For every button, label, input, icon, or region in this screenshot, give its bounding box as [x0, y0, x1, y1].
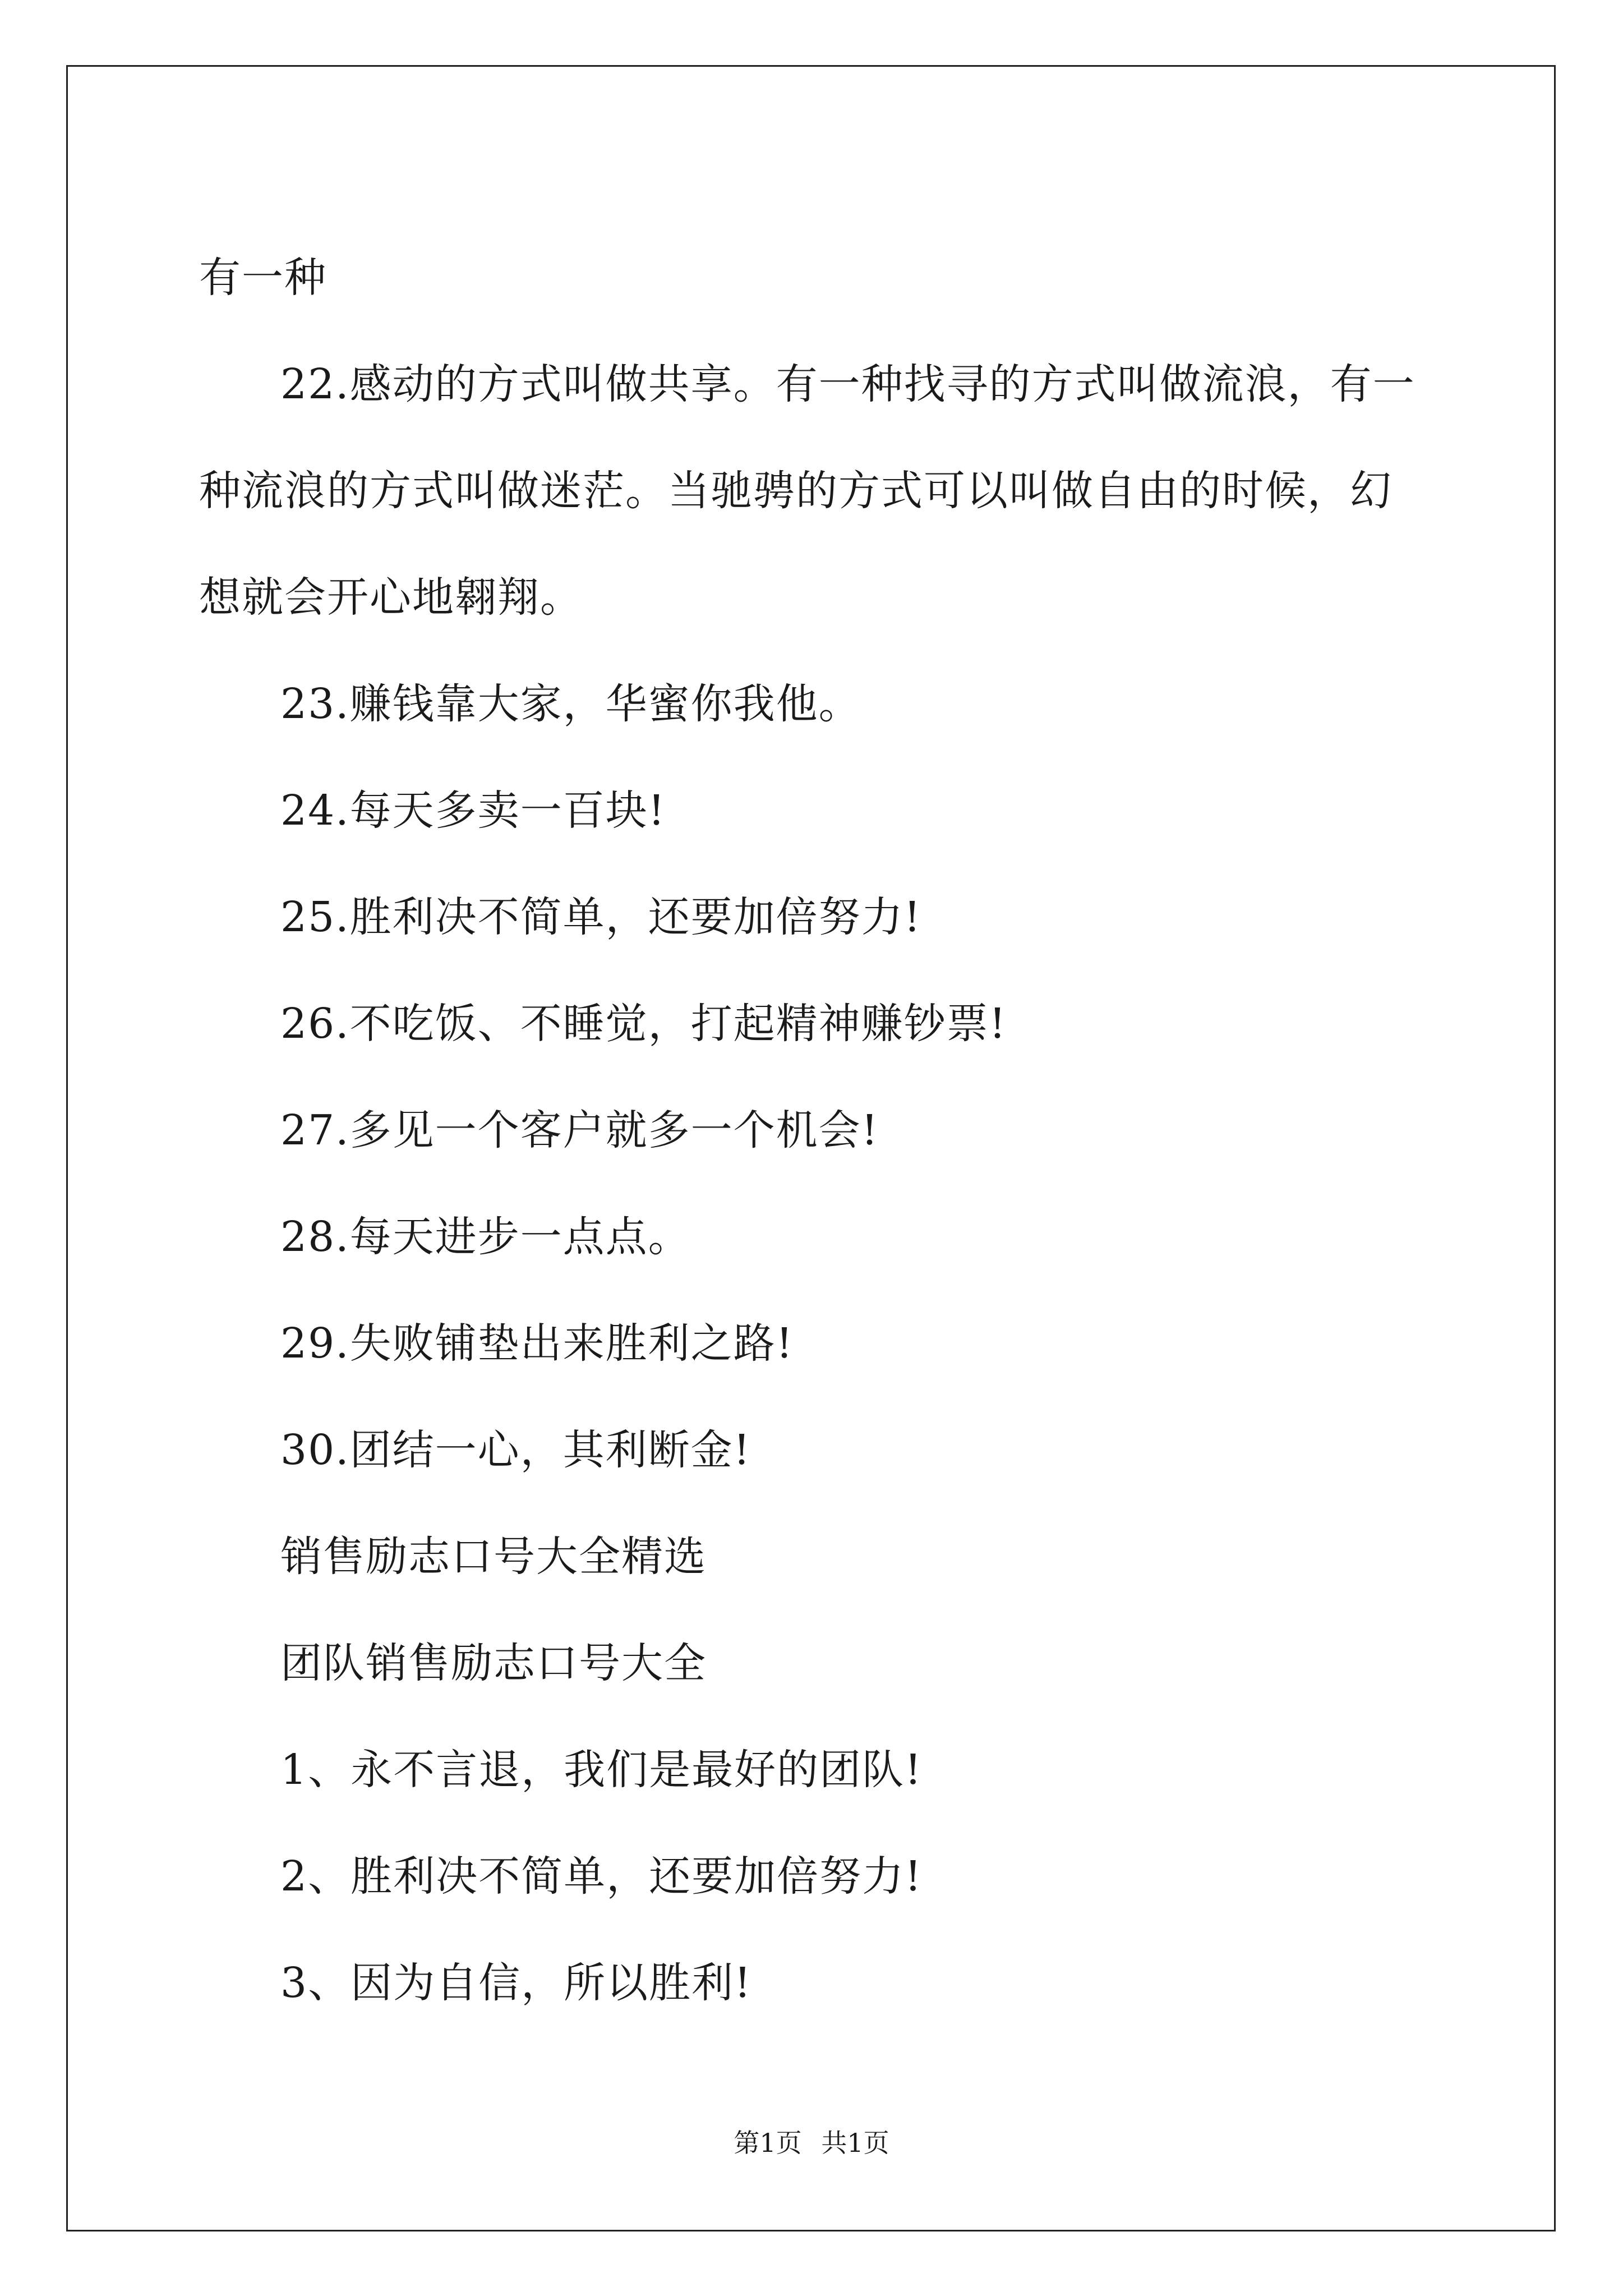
page-number: 第1页 [734, 2128, 802, 2158]
text-line: 24.每天多卖一百块! [280, 786, 666, 835]
page-footer [0, 2126, 1623, 2160]
section-heading: 销售励志口号大全精选 [280, 1533, 707, 1581]
text-line: 28.每天进步一点点。 [280, 1213, 691, 1261]
text-line: 25.胜利决不简单，还要加倍努力! [280, 893, 922, 941]
list-item: 3、因为自信，所以胜利! [280, 1959, 752, 2007]
document-body [199, 224, 1422, 2036]
text-line: 27.多见一个客户就多一个机会! [280, 1106, 879, 1154]
text-line: 29.失败铺垫出来胜利之路! [280, 1319, 794, 1368]
page-total: 共1页 [821, 2128, 889, 2158]
list-item: 1、永不言退，我们是最好的团队! [280, 1746, 923, 1794]
section-heading: 团队销售励志口号大全 [280, 1639, 707, 1687]
paragraph: 22.感动的方式叫做共享。有一种找寻的方式叫做流浪，有一种流浪的方式叫做迷茫。当驰骋的方式可以叫做自由的时候，幻想就会开心地翱翔。 [199, 360, 1415, 622]
text-line: 26.不吃饭、不睡觉，打起精神赚钞票! [280, 1000, 1007, 1048]
list-item: 2、胜利决不简单，还要加倍努力! [280, 1852, 923, 1901]
text-line: 30.团结一心，其利断金! [280, 1426, 751, 1474]
text-line: 23.赚钱靠大家，华蜜你我他。 [280, 680, 861, 728]
text-line: 有一种 [199, 254, 327, 302]
